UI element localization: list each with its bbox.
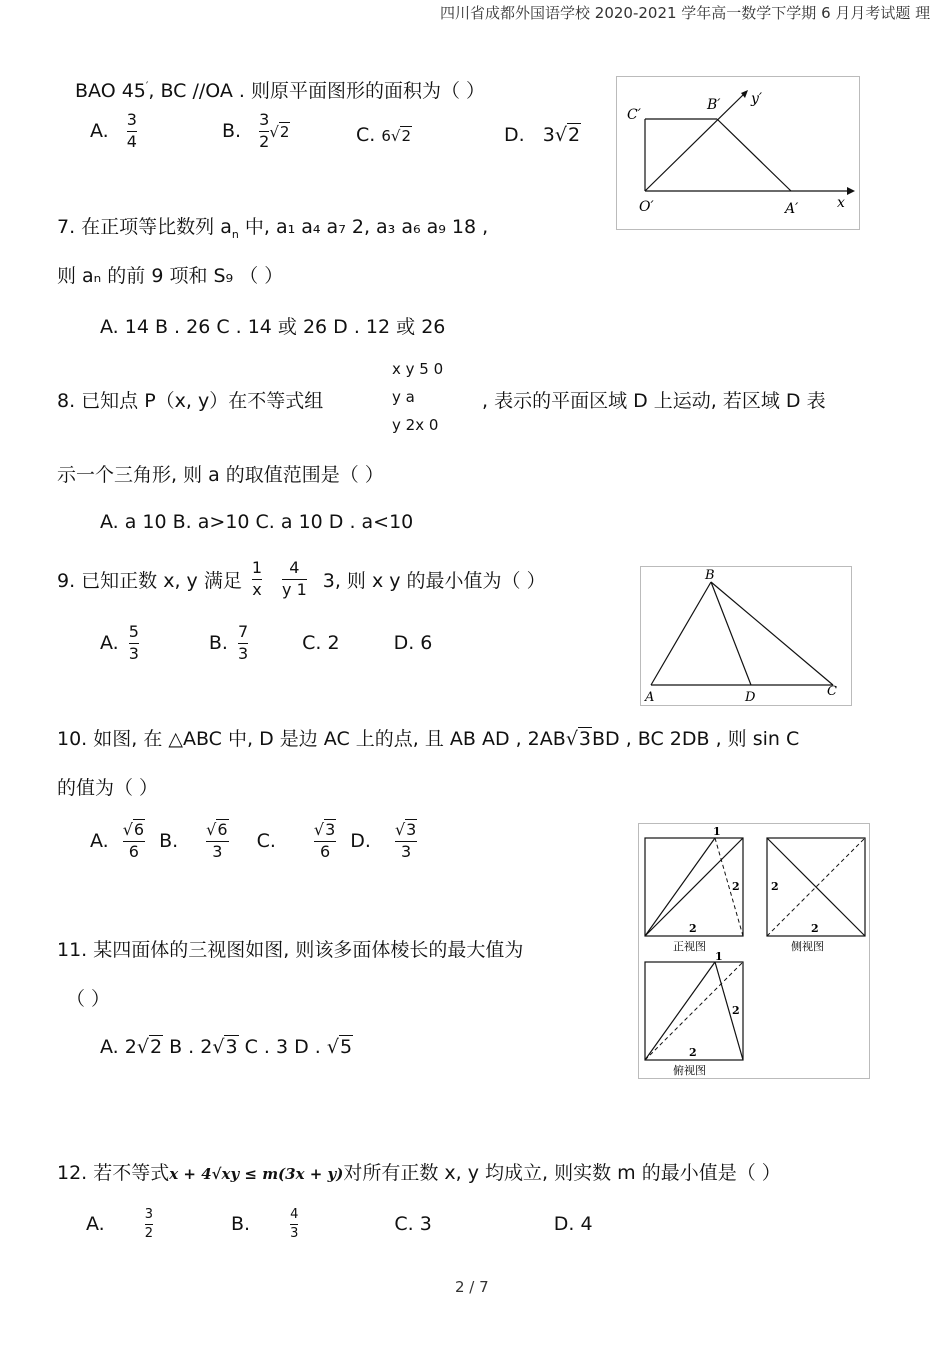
q6-option-d: D. 3√2 bbox=[504, 124, 581, 146]
q9-b-num: 7 bbox=[237, 622, 249, 641]
q6-angle: BAO 45 bbox=[75, 80, 146, 102]
q7-line2: 则 aₙ 的前 9 项和 S₉ （ ） bbox=[57, 265, 284, 287]
q11-figure-svg bbox=[639, 824, 869, 1078]
q9-options bbox=[100, 624, 432, 663]
q11-options: A. 2√2 B . 2√3 C . 3 D . √5 bbox=[100, 1036, 353, 1058]
top-label-2-right: 2 bbox=[732, 1004, 740, 1017]
q6-opt-b-frac bbox=[259, 112, 269, 151]
side-ba bbox=[717, 119, 791, 191]
front-label-2-right: 2 bbox=[732, 880, 740, 893]
q10-line2: 的值为（ ） bbox=[57, 777, 159, 799]
q9-line-a: 9. 已知正数 x, y 满足 bbox=[57, 569, 242, 592]
q6-options bbox=[90, 112, 137, 151]
q12-opt-c: C. 3 bbox=[394, 1213, 432, 1236]
q11-opt-c: C . 3 D . bbox=[238, 1036, 321, 1058]
q12-line-b: 对所有正数 x, y 均成立, 则实数 m 的最小值是（ ） bbox=[343, 1162, 781, 1184]
q10-d-rad: 3 bbox=[406, 820, 417, 839]
q9-figure-svg bbox=[641, 567, 851, 705]
q10-line1-b: BD , BC 2DB , 则 sin C bbox=[592, 728, 800, 750]
q9-b-den: 3 bbox=[237, 643, 249, 663]
y-arrow bbox=[741, 90, 748, 98]
q6-b-den: 2 bbox=[259, 131, 270, 151]
q6-option-c: C. 6√2 bbox=[356, 124, 412, 146]
q10-b-rad: 6 bbox=[217, 820, 228, 839]
q12-b-num: 4 bbox=[290, 1207, 299, 1222]
q10-b-den: 3 bbox=[212, 841, 223, 861]
top-label-2-bottom: 2 bbox=[689, 1046, 697, 1059]
label-o: O′ bbox=[639, 199, 654, 215]
side-view-caption: 侧视图 bbox=[791, 940, 824, 953]
label-a: A bbox=[645, 690, 655, 705]
q7-sub: n bbox=[231, 227, 239, 241]
q6-opt-b: B. bbox=[222, 119, 242, 142]
q12-b-frac bbox=[290, 1208, 298, 1240]
q12-a-frac bbox=[145, 1208, 153, 1240]
front-view-caption: 正视图 bbox=[673, 940, 706, 953]
q6-stem-rest: , BC //OA . 则原平面图形的面积为（ ） bbox=[148, 80, 486, 102]
q10-a-frac: $\frac{√6}{6}$ bbox=[122, 820, 145, 861]
q8-options: A. a 10 B. a>10 C. a 10 D . a<10 bbox=[100, 511, 414, 533]
q10-opt-d: D. bbox=[350, 830, 371, 853]
q8-sys-1: x y 5 0 bbox=[392, 360, 444, 378]
q10-c-rad: 3 bbox=[325, 820, 336, 839]
q6-opt-a: A. bbox=[90, 119, 109, 142]
q10-c-den: 6 bbox=[319, 841, 331, 861]
q12-opt-d: D. 4 bbox=[553, 1213, 593, 1236]
q10-line1-rad: 3 bbox=[578, 728, 592, 750]
q9-a-den: 3 bbox=[128, 643, 139, 663]
front-edge-1 bbox=[645, 838, 715, 936]
q6-prime: ′ bbox=[145, 79, 149, 93]
q6-opt-d: D. bbox=[504, 124, 525, 146]
q8-line1-a: 8. 已知点 P（x, y）在不等式组 bbox=[57, 390, 324, 412]
front-label-2-bottom: 2 bbox=[689, 922, 697, 935]
label-y: y′ bbox=[751, 91, 763, 107]
q9-a-frac bbox=[129, 624, 139, 663]
q10-line1-a: 10. 如图, 在 △ABC 中, D 是边 AC 上的点, 且 AB AD , 2AB bbox=[57, 728, 566, 750]
q10-opt-c: C. bbox=[256, 830, 276, 853]
q6-d-rad: 2 bbox=[568, 124, 581, 146]
q12-stem bbox=[57, 1158, 781, 1185]
q10-opt-b: B. bbox=[159, 830, 179, 853]
q6-b-num: 3 bbox=[259, 110, 270, 129]
y-axis bbox=[645, 93, 745, 191]
q11-d-rad: 5 bbox=[339, 1036, 353, 1058]
segment-bd bbox=[711, 582, 751, 685]
q9-f2-num: 4 bbox=[289, 558, 300, 577]
q6-opt-c: C. bbox=[356, 124, 376, 146]
q10-d-den: 3 bbox=[401, 841, 412, 861]
q7-line1-b: 中, a₁ a₄ a₇ 2, a₃ a₆ a₉ 18 , bbox=[238, 216, 489, 238]
top-view-caption: 俯视图 bbox=[673, 1064, 706, 1077]
q10-b-frac: $\frac{√6}{3}$ bbox=[206, 820, 228, 861]
q11-a-rad: 2 bbox=[149, 1036, 163, 1058]
q12-options bbox=[86, 1208, 593, 1240]
q8-sys-2: y a bbox=[392, 388, 415, 406]
side-bc bbox=[711, 582, 833, 685]
side-label-2-bottom: 2 bbox=[811, 922, 819, 935]
q6-option-b: B. $\frac{3}{2}$ √2 bbox=[222, 110, 290, 151]
q9-a-num: 5 bbox=[128, 622, 139, 641]
q9-opt-b: B. bbox=[208, 632, 228, 655]
q11-figure bbox=[638, 823, 870, 1079]
q12-line-a: 12. 若不等式 bbox=[57, 1162, 170, 1184]
q11-line2: （ ） bbox=[66, 988, 111, 1010]
top-label-1: 1 bbox=[715, 950, 723, 963]
q9-b-frac bbox=[238, 624, 248, 663]
q9-frac-2 bbox=[282, 560, 307, 599]
q6-opt-a-frac bbox=[127, 112, 137, 151]
q10-d-frac: $\frac{√3}{3}$ bbox=[394, 820, 417, 861]
q12-b-den: 3 bbox=[290, 1225, 299, 1241]
q9-f1-den: x bbox=[252, 579, 262, 599]
page-header: 四川省成都外国语学校 2020-2021 学年高一数学下学期 6 月月考试题 理 bbox=[440, 4, 931, 22]
side-label-2-left: 2 bbox=[771, 880, 779, 893]
q7-line1 bbox=[57, 212, 488, 241]
q9-stem bbox=[57, 560, 546, 599]
q7-options: A. 14 B . 26 C . 14 或 26 D . 12 或 26 bbox=[100, 316, 446, 338]
q12-opt-b: B. bbox=[230, 1213, 251, 1236]
q10-line1: 10. 如图, 在 △ABC 中, D 是边 AC 上的点, 且 AB AD , 2AB√3BD , BC 2DB , 则 sin C bbox=[57, 728, 800, 750]
label-c: C bbox=[827, 684, 837, 699]
q10-opt-a: A. bbox=[90, 830, 109, 853]
front-label-1: 1 bbox=[713, 825, 721, 838]
q6-b-rad: 2 bbox=[279, 122, 290, 141]
q6-c-coef: 6 bbox=[381, 127, 391, 145]
side-ab bbox=[651, 582, 711, 685]
q6-figure-svg bbox=[617, 77, 859, 229]
q6-figure bbox=[616, 76, 860, 230]
q10-a-den: 6 bbox=[128, 841, 139, 861]
q6-a-den: 4 bbox=[126, 131, 137, 151]
q11-line1: 11. 某四面体的三视图如图, 则该多面体棱长的最大值为 bbox=[57, 939, 524, 961]
q9-f1-num: 1 bbox=[251, 558, 263, 577]
page-number: 2 / 7 bbox=[455, 1278, 489, 1296]
q9-opt-d: D. 6 bbox=[393, 632, 433, 655]
label-c: C′ bbox=[627, 107, 641, 123]
label-a: A′ bbox=[785, 201, 799, 217]
q9-figure bbox=[640, 566, 852, 706]
x-arrow bbox=[847, 187, 855, 195]
q6-d-coef: 3 bbox=[542, 124, 555, 146]
q9-f2-den: y 1 bbox=[282, 579, 307, 599]
q6-c-rad: 2 bbox=[401, 127, 412, 145]
label-d: D bbox=[745, 690, 756, 705]
label-b: B′ bbox=[707, 97, 721, 113]
q10-options bbox=[90, 822, 417, 861]
q8-line2: 示一个三角形, 则 a 的取值范围是（ ） bbox=[57, 464, 384, 486]
q9-frac-1 bbox=[252, 560, 262, 599]
q8-sys-3: y 2x 0 bbox=[392, 416, 439, 434]
label-b: B bbox=[705, 568, 715, 583]
q9-opt-a: A. bbox=[100, 632, 119, 655]
q7-line1-a: 7. 在正项等比数列 a bbox=[57, 216, 232, 238]
q10-a-rad: 6 bbox=[133, 820, 145, 839]
top-edge-1 bbox=[645, 962, 715, 1060]
q10-c-frac: $\frac{√3}{6}$ bbox=[313, 820, 336, 861]
q11-b-rad: 3 bbox=[225, 1036, 238, 1058]
q11-opt-b: B . 2 bbox=[163, 1036, 213, 1058]
q12-a-num: 3 bbox=[144, 1207, 153, 1222]
q12-inequality: x + 4√xy ≤ m(3x + y) bbox=[169, 1165, 344, 1183]
q12-opt-a: A. bbox=[86, 1213, 105, 1236]
q6-stem bbox=[75, 76, 485, 103]
q6-a-num: 3 bbox=[126, 110, 137, 129]
q12-a-den: 2 bbox=[144, 1225, 153, 1241]
q9-opt-c: C. 2 bbox=[302, 632, 340, 655]
label-x: x bbox=[837, 195, 845, 211]
q8-line1-b: , 表示的平面区域 D 上运动, 若区域 D 表 bbox=[482, 390, 826, 412]
q11-opt-a: A. 2 bbox=[100, 1036, 137, 1058]
q9-line-b: 3, 则 x y 的最小值为（ ） bbox=[322, 569, 546, 592]
